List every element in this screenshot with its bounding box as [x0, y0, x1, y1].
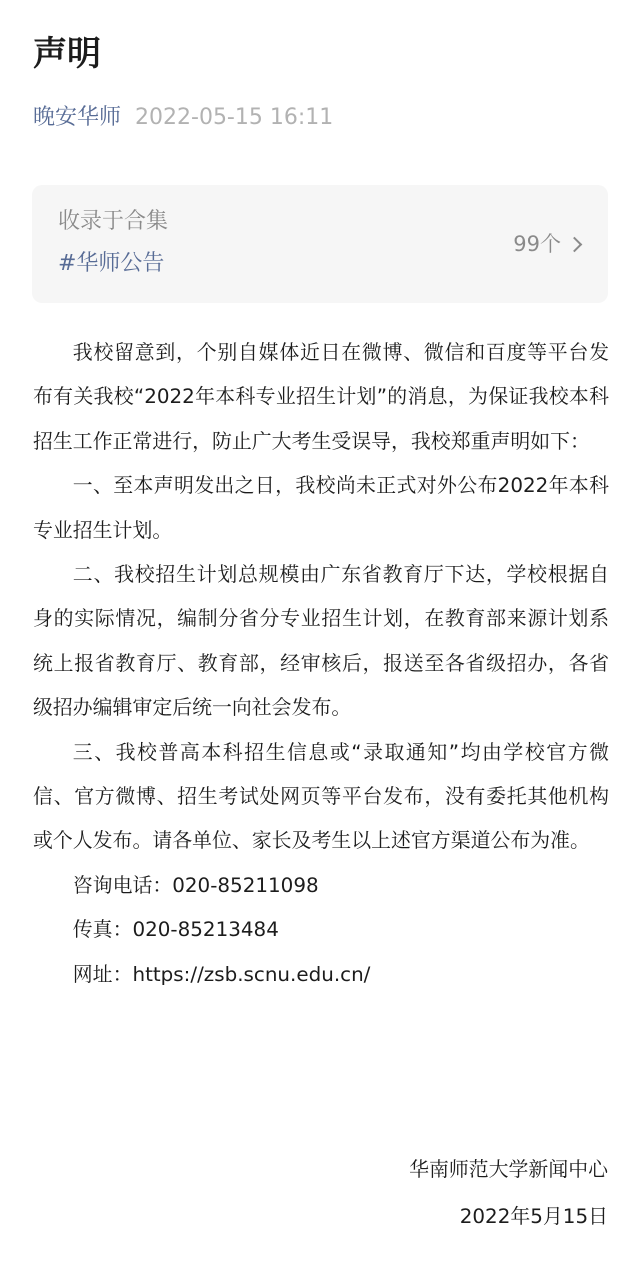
contact-website[interactable]: 网址：https://zsb.scnu.edu.cn/ [72, 962, 371, 986]
paragraph-point-3: 三、我校普高本科招生信息或“录取通知”均由学校官方微信、官方微博、招生考试处网页等平台发布，没有委托其他机构或个人发布。请各单位、家长及考生以上述官方渠道公布为准。 [33, 740, 609, 853]
author-link[interactable]: 晚安华师 [33, 105, 122, 130]
contact-phone: 咨询电话：020-85211098 [72, 873, 319, 897]
signature-org: 华南师范大学新闻中心 [409, 1158, 608, 1181]
collection-count-text: 99个 [513, 232, 561, 256]
article-body [33, 331, 609, 997]
collection-label: 收录于合集 [58, 209, 169, 234]
collection-count[interactable] [513, 227, 580, 261]
signature-date: 2022年5月15日 [459, 1205, 608, 1228]
paragraph-point-2: 二、我校招生计划总规模由广东省教育厅下达，学校根据自身的实际情况，编制分省分专业招生计划，在教育部来源计划系统上报省教育厅、教育部，经审核后，报送至各省级招办，各省级招办编辑审定后统一向社会发布。 [33, 563, 609, 720]
article-title: 声明 [33, 34, 101, 74]
paragraph-intro: 我校留意到，个别自媒体近日在微博、微信和百度等平台发布有关我校“2022年本科专业招生计划”的消息，为保证我校本科招生工作正常进行，防止广大考生受误导，我校郑重声明如下： [33, 341, 609, 453]
paragraph-point-1: 一、至本声明发出之日，我校尚未正式对外公布2022年本科专业招生计划。 [33, 474, 609, 542]
publish-datetime: 2022-05-15 16:11 [135, 105, 334, 130]
contact-fax: 传真：020-85213484 [72, 918, 279, 942]
collection-tag-link[interactable]: #华师公告 [58, 251, 165, 276]
collection-card[interactable] [32, 185, 608, 303]
chevron-right-icon [567, 237, 583, 253]
article-meta [33, 101, 333, 135]
